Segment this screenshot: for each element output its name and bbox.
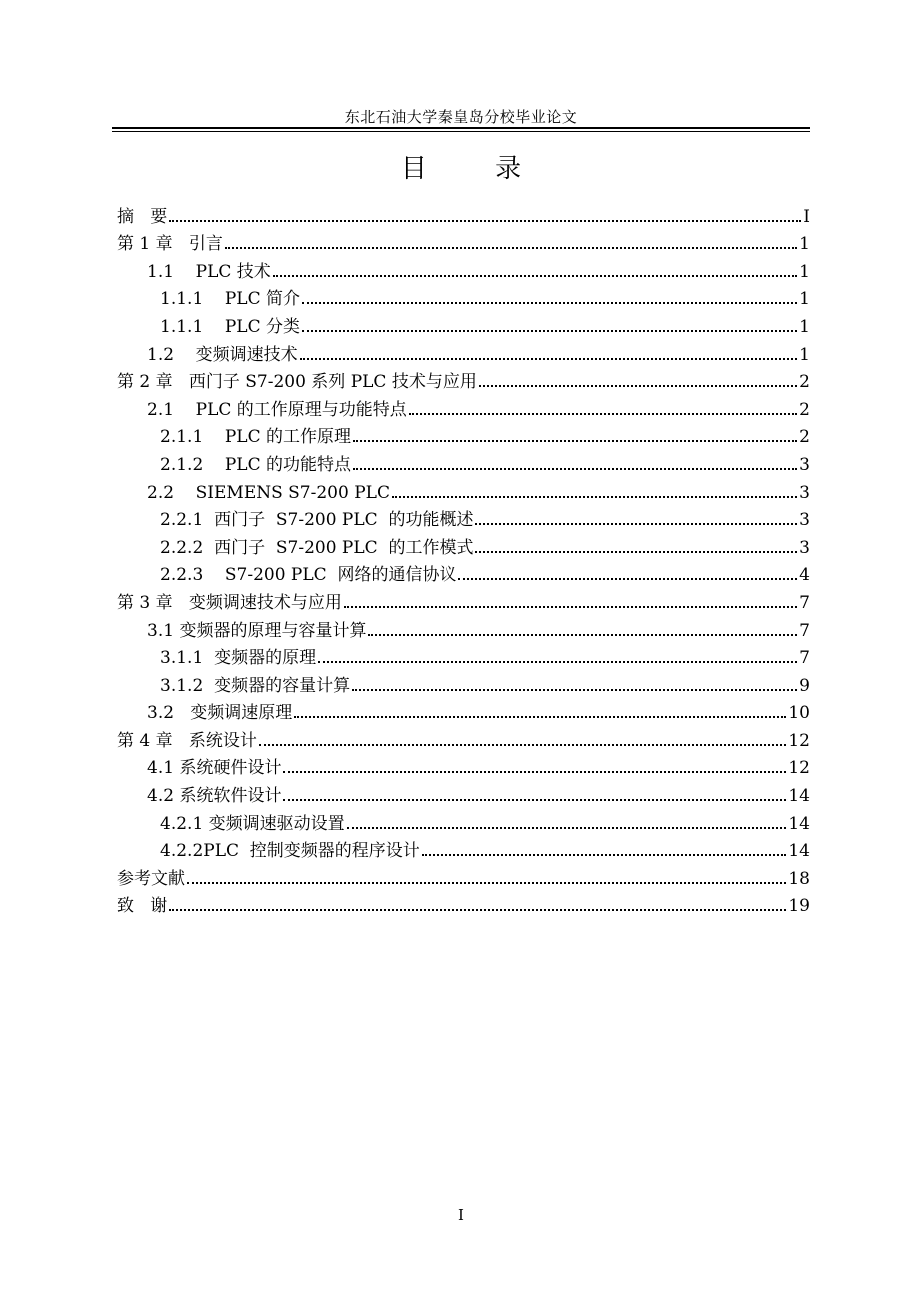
toc-leader-dots bbox=[353, 468, 797, 470]
toc-leader-dots bbox=[344, 606, 797, 608]
toc-entry-page: 1 bbox=[799, 234, 810, 255]
toc-leader-dots bbox=[475, 551, 797, 553]
toc-entry-page: 14 bbox=[788, 841, 810, 862]
header-rule-thick bbox=[112, 127, 810, 129]
toc-entry[interactable] bbox=[117, 420, 810, 448]
toc-entry-page: 1 bbox=[799, 344, 810, 365]
toc-entry[interactable] bbox=[117, 282, 810, 310]
toc-leader-dots bbox=[169, 220, 801, 222]
toc-entry[interactable] bbox=[117, 558, 810, 586]
toc-entry-label: 4.2.1 变频调速驱动设置 bbox=[160, 813, 345, 834]
toc-entry-label: 1.1.1 PLC 简介 bbox=[160, 289, 301, 310]
toc-entry[interactable] bbox=[117, 530, 810, 558]
toc-entry[interactable] bbox=[117, 447, 810, 475]
toc-entry[interactable] bbox=[117, 475, 810, 503]
toc-leader-dots bbox=[300, 358, 798, 360]
toc-entry-label: 2.2.3 S7-200 PLC 网络的通信协议 bbox=[160, 565, 457, 586]
toc-entry-page: 14 bbox=[788, 813, 810, 834]
toc-entry[interactable] bbox=[117, 668, 810, 696]
toc-entry-label: 1.2 变频调速技术 bbox=[147, 344, 298, 365]
toc-entry[interactable] bbox=[117, 889, 810, 917]
toc-entry-label: 第 1 章 引言 bbox=[117, 234, 223, 255]
toc-entry-page: 18 bbox=[788, 868, 810, 889]
toc-entry[interactable] bbox=[117, 585, 810, 613]
toc-entry-label: 3.2 变频调速原理 bbox=[147, 703, 293, 724]
toc-entry[interactable] bbox=[117, 337, 810, 365]
toc-entry[interactable] bbox=[117, 778, 810, 806]
toc-entry-page: 3 bbox=[799, 454, 810, 475]
toc-entry-label: 4.2.2PLC 控制变频器的程序设计 bbox=[160, 841, 420, 862]
toc-leader-dots bbox=[347, 827, 787, 829]
toc-entry[interactable] bbox=[117, 227, 810, 255]
toc-leader-dots bbox=[479, 385, 797, 387]
toc-entry-page: 12 bbox=[788, 758, 810, 779]
toc-entry-label: 2.2.2 西门子 S7-200 PLC 的工作模式 bbox=[160, 537, 474, 558]
toc-entry-label: 1.1 PLC 技术 bbox=[147, 261, 271, 282]
toc-entry-page: I bbox=[803, 206, 810, 227]
toc-entry-label: 3.1.2 变频器的容量计算 bbox=[160, 675, 351, 696]
page-number: I bbox=[458, 1206, 464, 1224]
toc-entry[interactable] bbox=[117, 861, 810, 889]
toc-entry[interactable] bbox=[117, 751, 810, 779]
toc-leader-dots bbox=[283, 771, 786, 773]
toc-entry-label: 2.2.1 西门子 S7-200 PLC 的功能概述 bbox=[160, 510, 474, 531]
page-title: 目 录 bbox=[400, 154, 552, 184]
toc-entry-label: 3.1 变频器的原理与容量计算 bbox=[147, 620, 367, 641]
toc-entry[interactable] bbox=[117, 641, 810, 669]
toc-leader-dots bbox=[422, 854, 787, 856]
toc-entry-label: 3.1.1 变频器的原理 bbox=[160, 648, 317, 669]
toc-leader-dots bbox=[187, 882, 786, 884]
header-rule-thin bbox=[112, 131, 810, 132]
toc-entry-page: 7 bbox=[799, 620, 810, 641]
toc-entry-label: 2.1.1 PLC 的工作原理 bbox=[160, 427, 352, 448]
toc-leader-dots bbox=[225, 247, 797, 249]
toc-leader-dots bbox=[392, 496, 797, 498]
toc-entry-label: 1.1.1 PLC 分类 bbox=[160, 316, 301, 337]
toc-entry-page: 10 bbox=[788, 703, 810, 724]
toc-entry-page: 1 bbox=[799, 316, 810, 337]
toc-leader-dots bbox=[458, 578, 797, 580]
toc-entry-label: 第 4 章 系统设计 bbox=[117, 730, 257, 751]
toc-entry-page: 7 bbox=[799, 592, 810, 613]
toc-entry-label: 4.2 系统软件设计 bbox=[147, 786, 282, 807]
toc-entry-label: 2.1 PLC 的工作原理与功能特点 bbox=[147, 399, 407, 420]
toc-entry-page: 19 bbox=[788, 896, 810, 917]
toc-entry-page: 1 bbox=[799, 289, 810, 310]
toc-entry-label: 致 谢 bbox=[117, 896, 168, 917]
toc-leader-dots bbox=[273, 275, 797, 277]
toc-leader-dots bbox=[302, 302, 797, 304]
toc-leader-dots bbox=[169, 909, 786, 911]
table-of-contents bbox=[117, 199, 810, 916]
toc-entry-page: 3 bbox=[799, 537, 810, 558]
toc-entry-page: 1 bbox=[799, 261, 810, 282]
toc-entry[interactable] bbox=[117, 696, 810, 724]
toc-entry[interactable] bbox=[117, 806, 810, 834]
toc-entry-page: 12 bbox=[788, 730, 810, 751]
toc-entry-label: 4.1 系统硬件设计 bbox=[147, 758, 282, 779]
toc-entry-label: 2.1.2 PLC 的功能特点 bbox=[160, 454, 352, 475]
toc-entry-page: 4 bbox=[799, 565, 810, 586]
toc-leader-dots bbox=[475, 523, 797, 525]
toc-entry[interactable] bbox=[117, 199, 810, 227]
toc-entry[interactable] bbox=[117, 254, 810, 282]
toc-leader-dots bbox=[294, 716, 786, 718]
toc-entry-label: 摘 要 bbox=[117, 206, 168, 227]
toc-entry-page: 3 bbox=[799, 510, 810, 531]
toc-leader-dots bbox=[409, 413, 797, 415]
toc-leader-dots bbox=[302, 330, 797, 332]
toc-entry-page: 7 bbox=[799, 648, 810, 669]
toc-entry-label: 第 2 章 西门子 S7-200 系列 PLC 技术与应用 bbox=[117, 372, 477, 393]
toc-entry-label: 2.2 SIEMENS S7-200 PLC bbox=[147, 482, 390, 503]
toc-entry[interactable] bbox=[117, 309, 810, 337]
toc-entry-label: 第 3 章 变频调速技术与应用 bbox=[117, 592, 342, 613]
toc-entry[interactable] bbox=[117, 723, 810, 751]
toc-leader-dots bbox=[283, 799, 786, 801]
toc-entry-page: 3 bbox=[799, 482, 810, 503]
toc-entry-page: 2 bbox=[799, 427, 810, 448]
toc-entry[interactable] bbox=[117, 392, 810, 420]
toc-entry-label: 参考文献 bbox=[117, 868, 185, 889]
toc-entry[interactable] bbox=[117, 365, 810, 393]
toc-entry[interactable] bbox=[117, 834, 810, 862]
toc-entry[interactable] bbox=[117, 503, 810, 531]
toc-leader-dots bbox=[352, 689, 797, 691]
toc-entry-page: 9 bbox=[799, 675, 810, 696]
toc-entry-page: 14 bbox=[788, 786, 810, 807]
toc-leader-dots bbox=[259, 744, 787, 746]
toc-leader-dots bbox=[318, 661, 797, 663]
toc-entry-page: 2 bbox=[799, 372, 810, 393]
toc-entry[interactable] bbox=[117, 613, 810, 641]
toc-leader-dots bbox=[353, 440, 797, 442]
toc-entry-page: 2 bbox=[799, 399, 810, 420]
toc-leader-dots bbox=[368, 634, 797, 636]
page-header: 东北石油大学秦皇岛分校毕业论文 bbox=[344, 108, 578, 126]
